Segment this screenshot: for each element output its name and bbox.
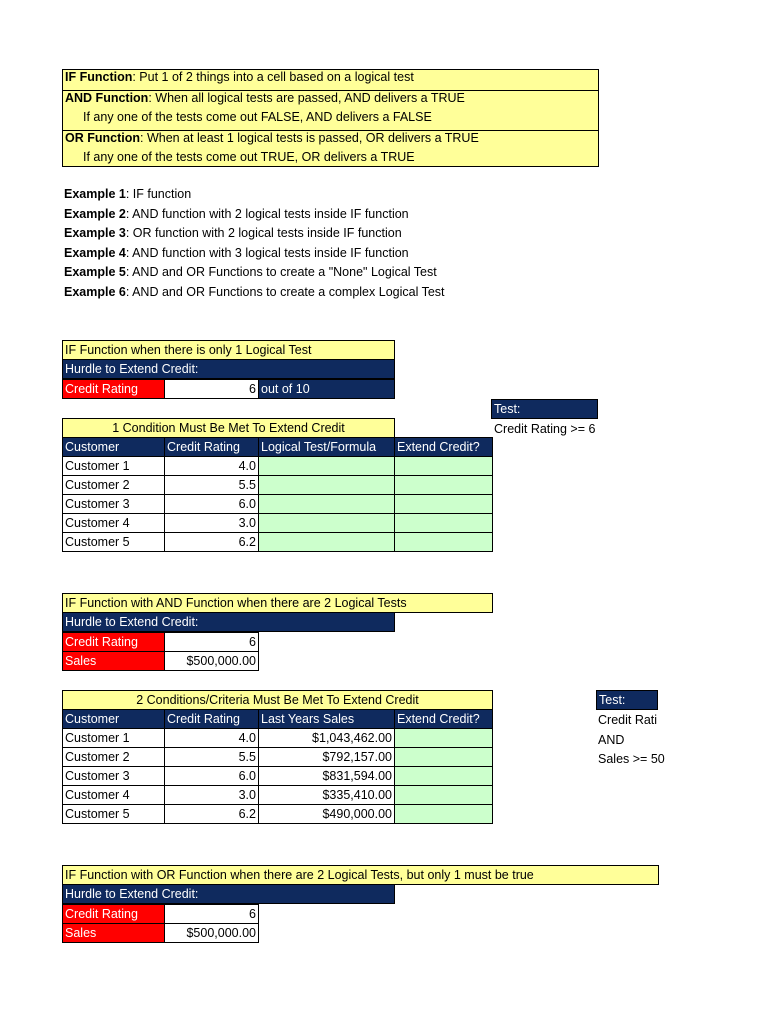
credit-rating-cell[interactable]: 4.0: [165, 457, 259, 476]
section3-credit-label: Credit Rating: [62, 904, 165, 924]
table-row: [63, 514, 493, 533]
example-item: Example 1: IF function: [64, 187, 192, 201]
section1-credit-input[interactable]: 6: [164, 379, 259, 399]
table-row: [63, 748, 493, 767]
customer-cell: Customer 2: [63, 476, 165, 495]
col-customer: Customer: [63, 438, 165, 457]
col-customer: Customer: [63, 710, 165, 729]
table-header-row: [63, 710, 493, 729]
section1-table: [62, 437, 493, 552]
sales-cell[interactable]: $831,594.00: [259, 767, 395, 786]
customer-cell: Customer 5: [63, 533, 165, 552]
example-item: Example 5: AND and OR Functions to create a "None" Logical Test: [64, 265, 437, 279]
extend-credit-cell[interactable]: [395, 514, 493, 533]
intro-line-or-true: If any one of the tests come out TRUE, OR delivers a TRUE: [83, 150, 415, 164]
section2-credit-label: Credit Rating: [62, 632, 165, 652]
section1-title: IF Function when there is only 1 Logical Test: [62, 340, 395, 360]
section2-hurdle-label: Hurdle to Extend Credit:: [62, 612, 395, 632]
extend-credit-cell[interactable]: [395, 805, 493, 824]
extend-credit-cell[interactable]: [395, 533, 493, 552]
credit-rating-cell[interactable]: 3.0: [165, 786, 259, 805]
customer-cell: Customer 5: [63, 805, 165, 824]
example-item: Example 2: AND function with 2 logical tests inside IF function: [64, 206, 409, 221]
section1-table-title: 1 Condition Must Be Met To Extend Credit: [62, 418, 395, 438]
table-header-row: [63, 438, 493, 457]
section1-hurdle-label: Hurdle to Extend Credit:: [62, 359, 395, 379]
col-last-years-sales: Last Years Sales: [259, 710, 395, 729]
col-extend-credit: Extend Credit?: [395, 710, 493, 729]
section1-credit-suffix: out of 10: [258, 379, 395, 399]
extend-credit-cell[interactable]: [395, 729, 493, 748]
intro-line-if: IF Function: Put 1 of 2 things into a cell based on a logical test: [63, 70, 598, 91]
section3-title: IF Function with OR Function when there are 2 Logical Tests, but only 1 must be true: [62, 865, 659, 885]
table-row: [63, 805, 493, 824]
section3-hurdle-label: Hurdle to Extend Credit:: [62, 884, 395, 904]
test-line: AND: [598, 732, 625, 747]
sales-cell[interactable]: $1,043,462.00: [259, 729, 395, 748]
section2-credit-input[interactable]: 6: [164, 632, 259, 652]
credit-rating-cell[interactable]: 4.0: [165, 729, 259, 748]
example-item: Example 4: AND function with 3 logical tests inside IF function: [64, 245, 409, 260]
extend-credit-cell[interactable]: [395, 495, 493, 514]
col-credit-rating: Credit Rating: [165, 438, 259, 457]
col-extend-credit: Extend Credit?: [395, 438, 493, 457]
customer-cell: Customer 4: [63, 786, 165, 805]
extend-credit-cell[interactable]: [395, 767, 493, 786]
col-credit-rating: Credit Rating: [165, 710, 259, 729]
section1-test-text: Credit Rating >= 6: [494, 422, 596, 436]
section2-test-header: Test:: [596, 690, 658, 710]
section2-title: IF Function with AND Function when there are 2 Logical Tests: [62, 593, 493, 613]
sales-cell[interactable]: $335,410.00: [259, 786, 395, 805]
section3-sales-input[interactable]: $500,000.00: [164, 923, 259, 943]
section2-table-title: 2 Conditions/Criteria Must Be Met To Extend Credit: [62, 690, 493, 710]
credit-rating-cell[interactable]: 6.0: [165, 767, 259, 786]
section2-sales-label: Sales: [62, 651, 165, 671]
credit-rating-cell[interactable]: 6.2: [165, 805, 259, 824]
sales-cell[interactable]: $792,157.00: [259, 748, 395, 767]
customer-cell: Customer 2: [63, 748, 165, 767]
col-logical-test: Logical Test/Formula: [259, 438, 395, 457]
table-row: [63, 729, 493, 748]
table-row: [63, 533, 493, 552]
table-row: [63, 786, 493, 805]
section2-test-text: [598, 711, 665, 770]
test-line: Sales >= 50: [598, 752, 665, 766]
credit-rating-cell[interactable]: 6.0: [165, 495, 259, 514]
section1-test-header: Test:: [491, 399, 598, 419]
section2-table: [62, 709, 493, 824]
logical-test-cell[interactable]: [259, 514, 395, 533]
logical-test-cell[interactable]: [259, 533, 395, 552]
table-row: [63, 767, 493, 786]
customer-cell: Customer 1: [63, 457, 165, 476]
table-row: [63, 495, 493, 514]
logical-test-cell[interactable]: [259, 476, 395, 495]
test-line: Credit Rati: [598, 713, 658, 727]
logical-test-cell[interactable]: [259, 457, 395, 476]
example-item: Example 3: OR function with 2 logical tests inside IF function: [64, 226, 402, 240]
customer-cell: Customer 3: [63, 767, 165, 786]
credit-rating-cell[interactable]: 6.2: [165, 533, 259, 552]
table-row: [63, 476, 493, 495]
extend-credit-cell[interactable]: [395, 786, 493, 805]
extend-credit-cell[interactable]: [395, 457, 493, 476]
credit-rating-cell[interactable]: 5.5: [165, 476, 259, 495]
logical-test-cell[interactable]: [259, 495, 395, 514]
table-row: [63, 457, 493, 476]
section1-credit-label: Credit Rating: [62, 379, 165, 399]
extend-credit-cell[interactable]: [395, 476, 493, 495]
intro-line-and-false: If any one of the tests come out FALSE, AND delivers a FALSE: [63, 110, 598, 131]
intro-line-and: AND Function: When all logical tests are passed, AND delivers a TRUE: [65, 90, 465, 105]
credit-rating-cell[interactable]: 3.0: [165, 514, 259, 533]
intro-line-or: OR Function: When at least 1 logical tests is passed, OR delivers a TRUE: [65, 130, 479, 145]
examples-list: [64, 185, 445, 302]
customer-cell: Customer 1: [63, 729, 165, 748]
intro-box: [62, 69, 599, 167]
extend-credit-cell[interactable]: [395, 748, 493, 767]
sales-cell[interactable]: $490,000.00: [259, 805, 395, 824]
example-item: Example 6: AND and OR Functions to create a complex Logical Test: [64, 284, 445, 299]
section3-sales-label: Sales: [62, 923, 165, 943]
section2-sales-input[interactable]: $500,000.00: [164, 651, 259, 671]
customer-cell: Customer 4: [63, 514, 165, 533]
customer-cell: Customer 3: [63, 495, 165, 514]
credit-rating-cell[interactable]: 5.5: [165, 748, 259, 767]
section3-credit-input[interactable]: 6: [164, 904, 259, 924]
